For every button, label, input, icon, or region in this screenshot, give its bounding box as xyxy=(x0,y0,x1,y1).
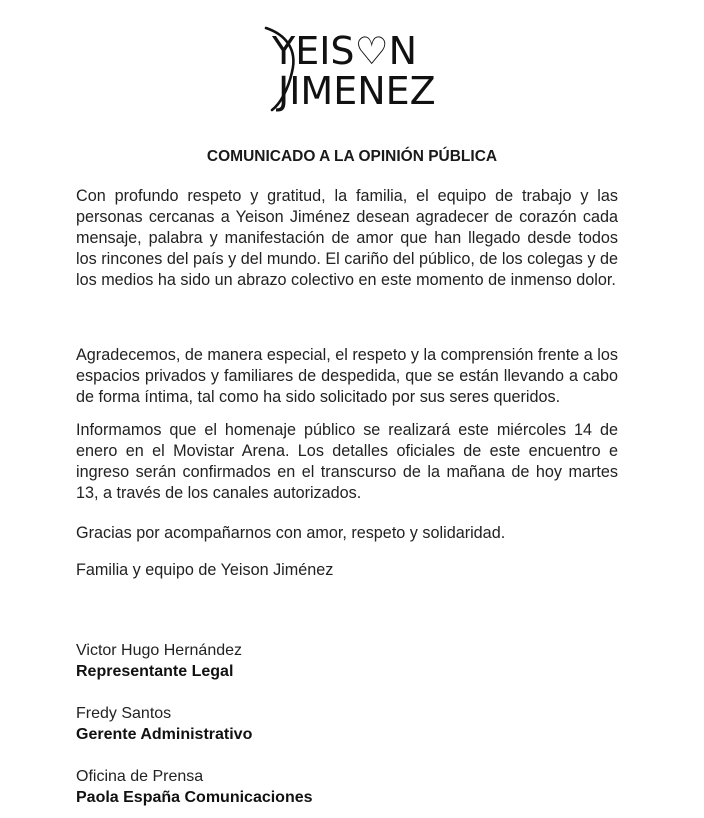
logo-line-1: YEIS♡N xyxy=(272,29,418,73)
signatory-role: Representante Legal xyxy=(76,663,234,680)
paragraph-privacy: Agradecemos, de manera especial, el respeto y la comprensión frente a los espacios privados y familiares de despedida, que se están llevando a cabo de forma íntima, tal como ha sido solicitado por sus seres queridos. xyxy=(76,346,618,406)
signatory-role: Gerente Administrativo xyxy=(76,726,253,743)
signatory-name: Oficina de Prensa xyxy=(76,768,204,785)
document-title: COMUNICADO A LA OPINIÓN PÚBLICA xyxy=(206,148,498,165)
paragraph-thanks: Gracias por acompañarnos con amor, respeto y solidaridad. xyxy=(76,524,506,542)
signature-block xyxy=(76,766,313,808)
signatory-name: Victor Hugo Hernández xyxy=(76,642,243,659)
signatory-role: Paola España Comunicaciones xyxy=(76,789,313,806)
signatory-name: Fredy Santos xyxy=(76,705,172,722)
heart-icon: ♡ xyxy=(354,29,389,73)
signature-block xyxy=(76,703,252,745)
logo-line-2: JIMENEZ xyxy=(278,69,436,113)
paragraph-gratitude: Con profundo respeto y gratitud, la familia, el equipo de trabajo y las personas cercanas a Yeison Jiménez desean agradecer de corazón cada mensaje, palabra y manifestación de amor que han llegado desde todos los rincones del país y del mundo. El cariño del público, de los colegas y de los medios ha sido un abrazo colectivo en este momento de inmenso dolor. xyxy=(76,187,618,289)
paragraph-sign-off: Familia y equipo de Yeison Jiménez xyxy=(76,561,334,579)
paragraph-homage: Informamos que el homenaje público se realizará este miércoles 14 de enero en el Movistar Arena. Los detalles oficiales de este encuentro e ingreso serán confirmados en el transcurso de la mañana de hoy martes 13, a través de los canales autorizados. xyxy=(76,421,618,502)
signature-block xyxy=(76,640,242,682)
yeison-jimenez-logo xyxy=(258,24,436,116)
